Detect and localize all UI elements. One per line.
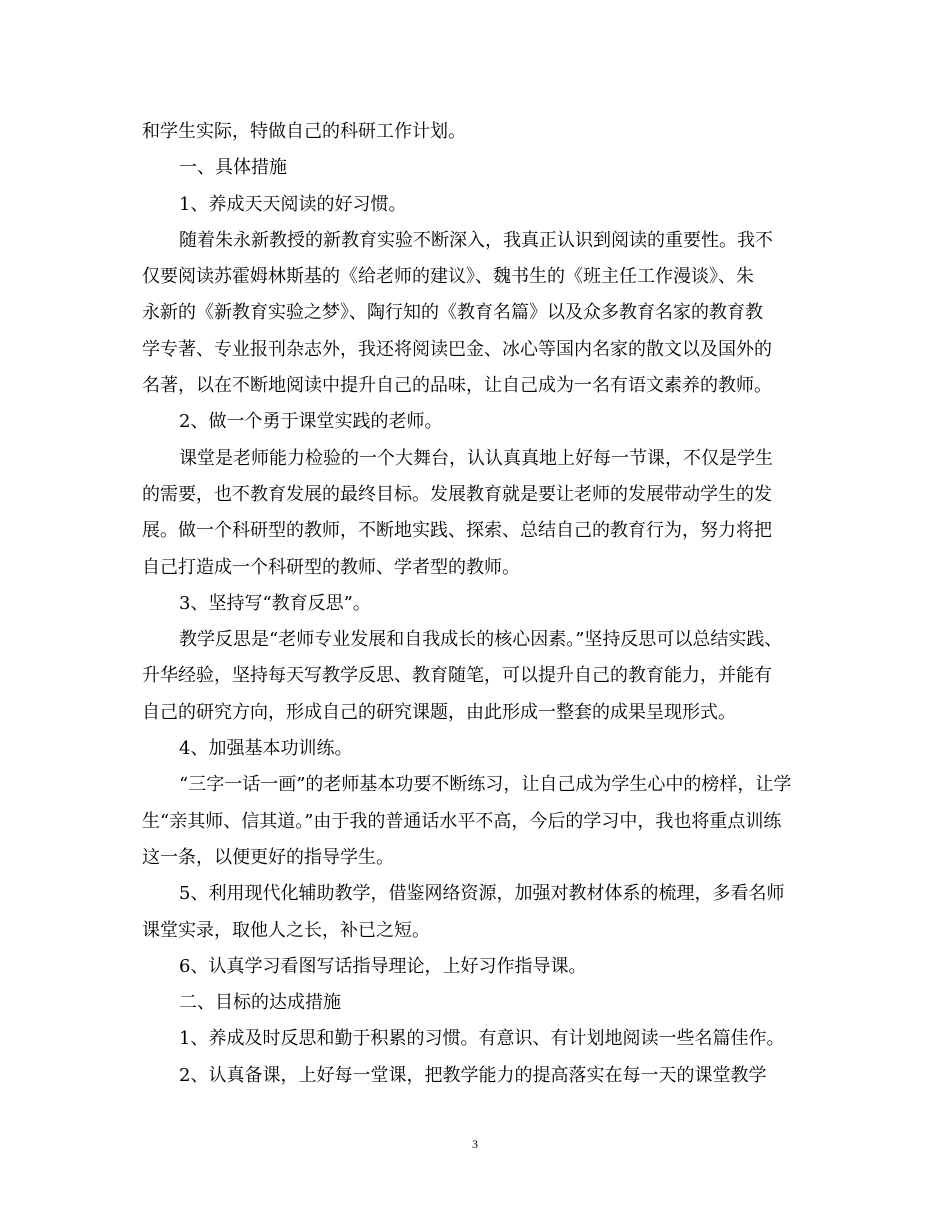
text-line: 仅要阅读苏霍姆林斯基的《给老师的建议》、魏书生的《班主任工作漫谈》、朱 [142, 266, 754, 288]
text-line: 展。做一个科研型的教师，不断地实践、探索、总结自己的教育行为，努力将把 [142, 520, 772, 542]
text-line: 随着朱永新教授的新教育实验不断深入，我真正认识到阅读的重要性。我不 [179, 229, 773, 251]
text-line: 这一条，以便更好的指导学生。 [142, 846, 394, 868]
text-line: 二、目标的达成措施 [179, 992, 341, 1014]
text-line: 课堂实录，取他人之长，补已之短。 [142, 919, 430, 941]
text-line: 生“亲其师、信其道。”由于我的普通话水平不高，今后的学习中，我也将重点训练 [142, 810, 782, 832]
page-number: 3 [472, 1137, 478, 1151]
text-line: 5、利用现代化辅助教学，借鉴网络资源，加强对教材体系的梳理，多看名师 [179, 883, 785, 905]
text-line: 1、养成及时反思和勤于积累的习惯。有意识、有计划地阅读一些名篇佳作。 [179, 1028, 785, 1050]
text-line: 学专著、专业报刊杂志外，我还将阅读巴金、冰心等国内名家的散文以及国外的 [142, 338, 772, 360]
text-line: 一、具体措施 [179, 157, 287, 179]
text-line: 和学生实际，特做自己的科研工作计划。 [142, 121, 466, 142]
text-line: “三字一话一画”的老师基本功要不断练习，让自己成为学生心中的榜样，让学 [179, 774, 792, 796]
text-line: 自己打造成一个科研型的教师、学者型的教师。 [142, 556, 520, 578]
text-line: 教学反思是“老师专业发展和自我成长的核心因素。”坚持反思可以总结实践、 [179, 629, 783, 651]
text-line: 永新的《新教育实验之梦》、陶行知的《教育名篇》以及众多教育名家的教育教 [142, 302, 763, 324]
text-line: 4、加强基本功训练。 [179, 738, 353, 760]
text-line: 升华经验，坚持每天写教学反思、教育随笔，可以提升自己的教育能力，并能有 [142, 665, 772, 687]
text-line: 6、认真学习看图写话指导理论，上好习作指导课。 [179, 955, 587, 977]
text-line: 自己的研究方向，形成自己的研究课题，由此形成一整套的成果呈现形式。 [142, 701, 736, 723]
text-line: 课堂是老师能力检验的一个大舞台，认认真真地上好每一节课，不仅是学生 [179, 447, 773, 469]
text-line: 2、做一个勇于课堂实践的老师。 [179, 411, 443, 433]
text-line: 名著，以在不断地阅读中提升自己的品味，让自己成为一名有语文素养的教师。 [142, 375, 772, 397]
text-line: 3、坚持写“教育反思”。 [179, 592, 371, 614]
body-text [142, 114, 804, 1094]
text-line: 1、养成天天阅读的好习惯。 [179, 193, 407, 215]
text-line: 的需要，也不教育发展的最终目标。发展教育就是要让老师的发展带动学生的发 [142, 483, 772, 505]
text-line: 2、认真备课，上好每一堂课，把教学能力的提高落实在每一天的课堂教学 [179, 1064, 767, 1086]
